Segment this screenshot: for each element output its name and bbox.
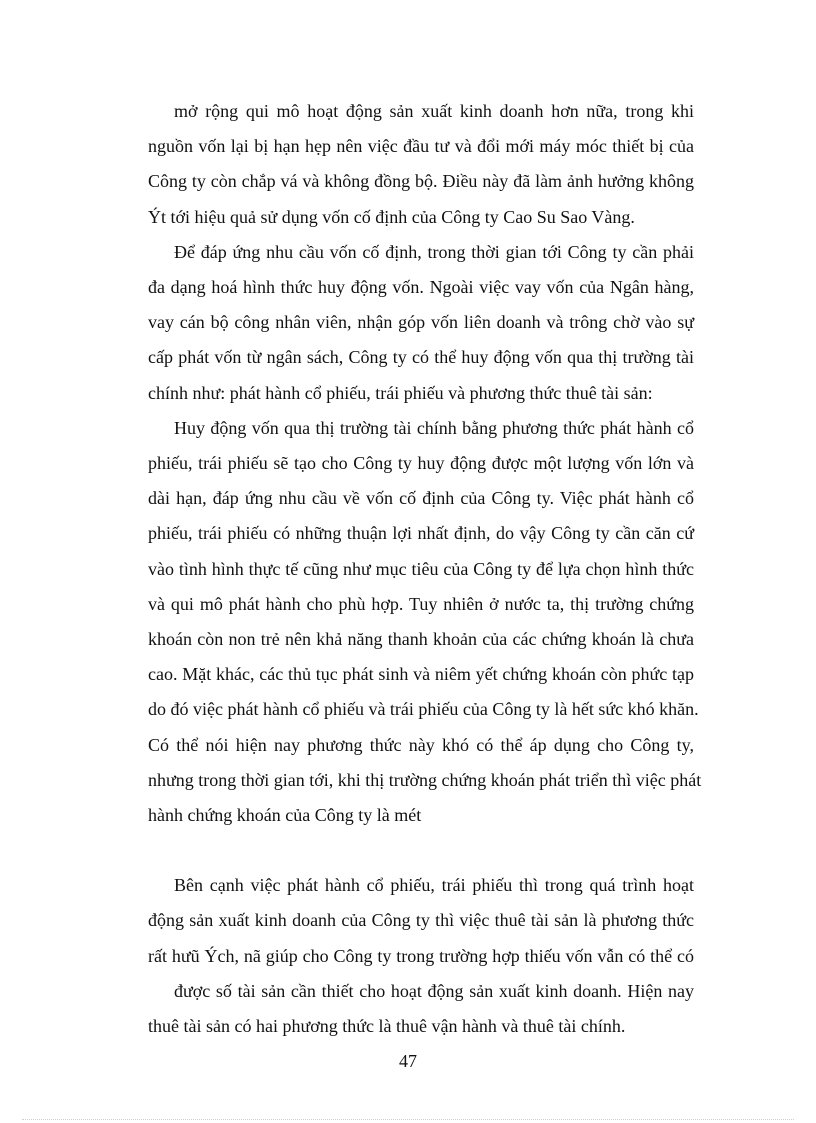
text-line: do đó việc phát hành cổ phiếu và trái phiếu của Công ty là hết sức khó khăn.	[148, 699, 699, 720]
text-line: dài hạn, đáp ứng nhu cầu về vốn cố định của Công ty. Việc phát hành cổ	[148, 488, 694, 509]
body-text	[148, 94, 702, 1044]
text-line: vay cán bộ công nhân viên, nhận góp vốn liên doanh và trông chờ vào sự	[148, 312, 694, 333]
text-line: Bên cạnh việc phát hành cổ phiếu, trái phiếu thì trong quá trình hoạt	[174, 875, 694, 896]
text-line: chính như: phát hành cổ phiếu, trái phiếu và phương thức thuê tài sản:	[148, 382, 653, 403]
text-line: Ýt tới hiệu quả sử dụng vốn cố định của Công ty Cao Su Sao Vàng.	[148, 206, 635, 227]
paragraph-4	[148, 868, 694, 1044]
text-line: Công ty còn chắp vá và không đồng bộ. Điều này đã làm ảnh hưởng không	[148, 171, 694, 192]
text-line: Huy động vốn qua thị trường tài chính bằng phương thức phát hành cổ	[174, 417, 694, 438]
text-line: nguồn vốn lại bị hạn hẹp nên việc đầu tư và đổi mới máy móc thiết bị của	[148, 136, 694, 157]
text-line: phiếu, trái phiếu có những thuận lợi nhất định, do vậy Công ty cần căn cứ	[148, 523, 694, 544]
text-line: khoán còn non trẻ nên khả năng thanh khoản của các chứng khoán là chưa	[148, 629, 694, 650]
text-line: mở rộng qui mô hoạt động sản xuất kinh doanh hơn nữa, trong khi	[174, 101, 694, 121]
text-line: Có thể nói hiện nay phương thức này khó có thể áp dụng cho Công ty,	[148, 734, 694, 755]
text-line: và qui mô phát hành cho phù hợp. Tuy nhiên ở nước ta, thị trường chứng	[148, 593, 694, 614]
paragraph-2	[148, 235, 694, 411]
paragraph-3	[148, 411, 702, 833]
text-line: vào tình hình thực tế cũng như mục tiêu của Công ty để lựa chọn hình thức	[148, 558, 694, 579]
paragraph-gap	[148, 833, 694, 868]
page-bottom-divider	[22, 1119, 794, 1120]
page-number: 47	[399, 1051, 417, 1071]
text-line: thuê tài sản có hai phương thức là thuê vận hành và thuê tài chính.	[148, 1016, 626, 1037]
text-line: hành chứng khoán của Công ty là mét	[148, 805, 422, 826]
paragraph-1	[148, 94, 694, 235]
text-line: phiếu, trái phiếu sẽ tạo cho Công ty huy động được một lượng vốn lớn và	[148, 453, 694, 474]
text-line: rất hưũ Ých, nã giúp cho Công ty trong trường hợp thiếu vốn vẫn có thể có	[148, 945, 694, 966]
text-line: cao. Mặt khác, các thủ tục phát sinh và niêm yết chứng khoán còn phức tạp	[148, 664, 694, 685]
text-line: cấp phát vốn từ ngân sách, Công ty có thể huy động vốn qua thị trường tài	[148, 347, 694, 368]
text-line: nhưng trong thời gian tới, khi thị trường chứng khoán phát triển thì việc phát	[148, 769, 702, 790]
text-line: động sản xuất kinh doanh của Công ty thì việc thuê tài sản là phương thức	[148, 910, 694, 931]
text-line: được số tài sản cần thiết cho hoạt động sản xuất kinh doanh. Hiện nay	[174, 980, 694, 1001]
text-line: đa dạng hoá hình thức huy động vốn. Ngoài việc vay vốn của Ngân hàng,	[148, 277, 694, 298]
text-line: Để đáp ứng nhu cầu vốn cố định, trong thời gian tới Công ty cần phải	[174, 241, 694, 262]
